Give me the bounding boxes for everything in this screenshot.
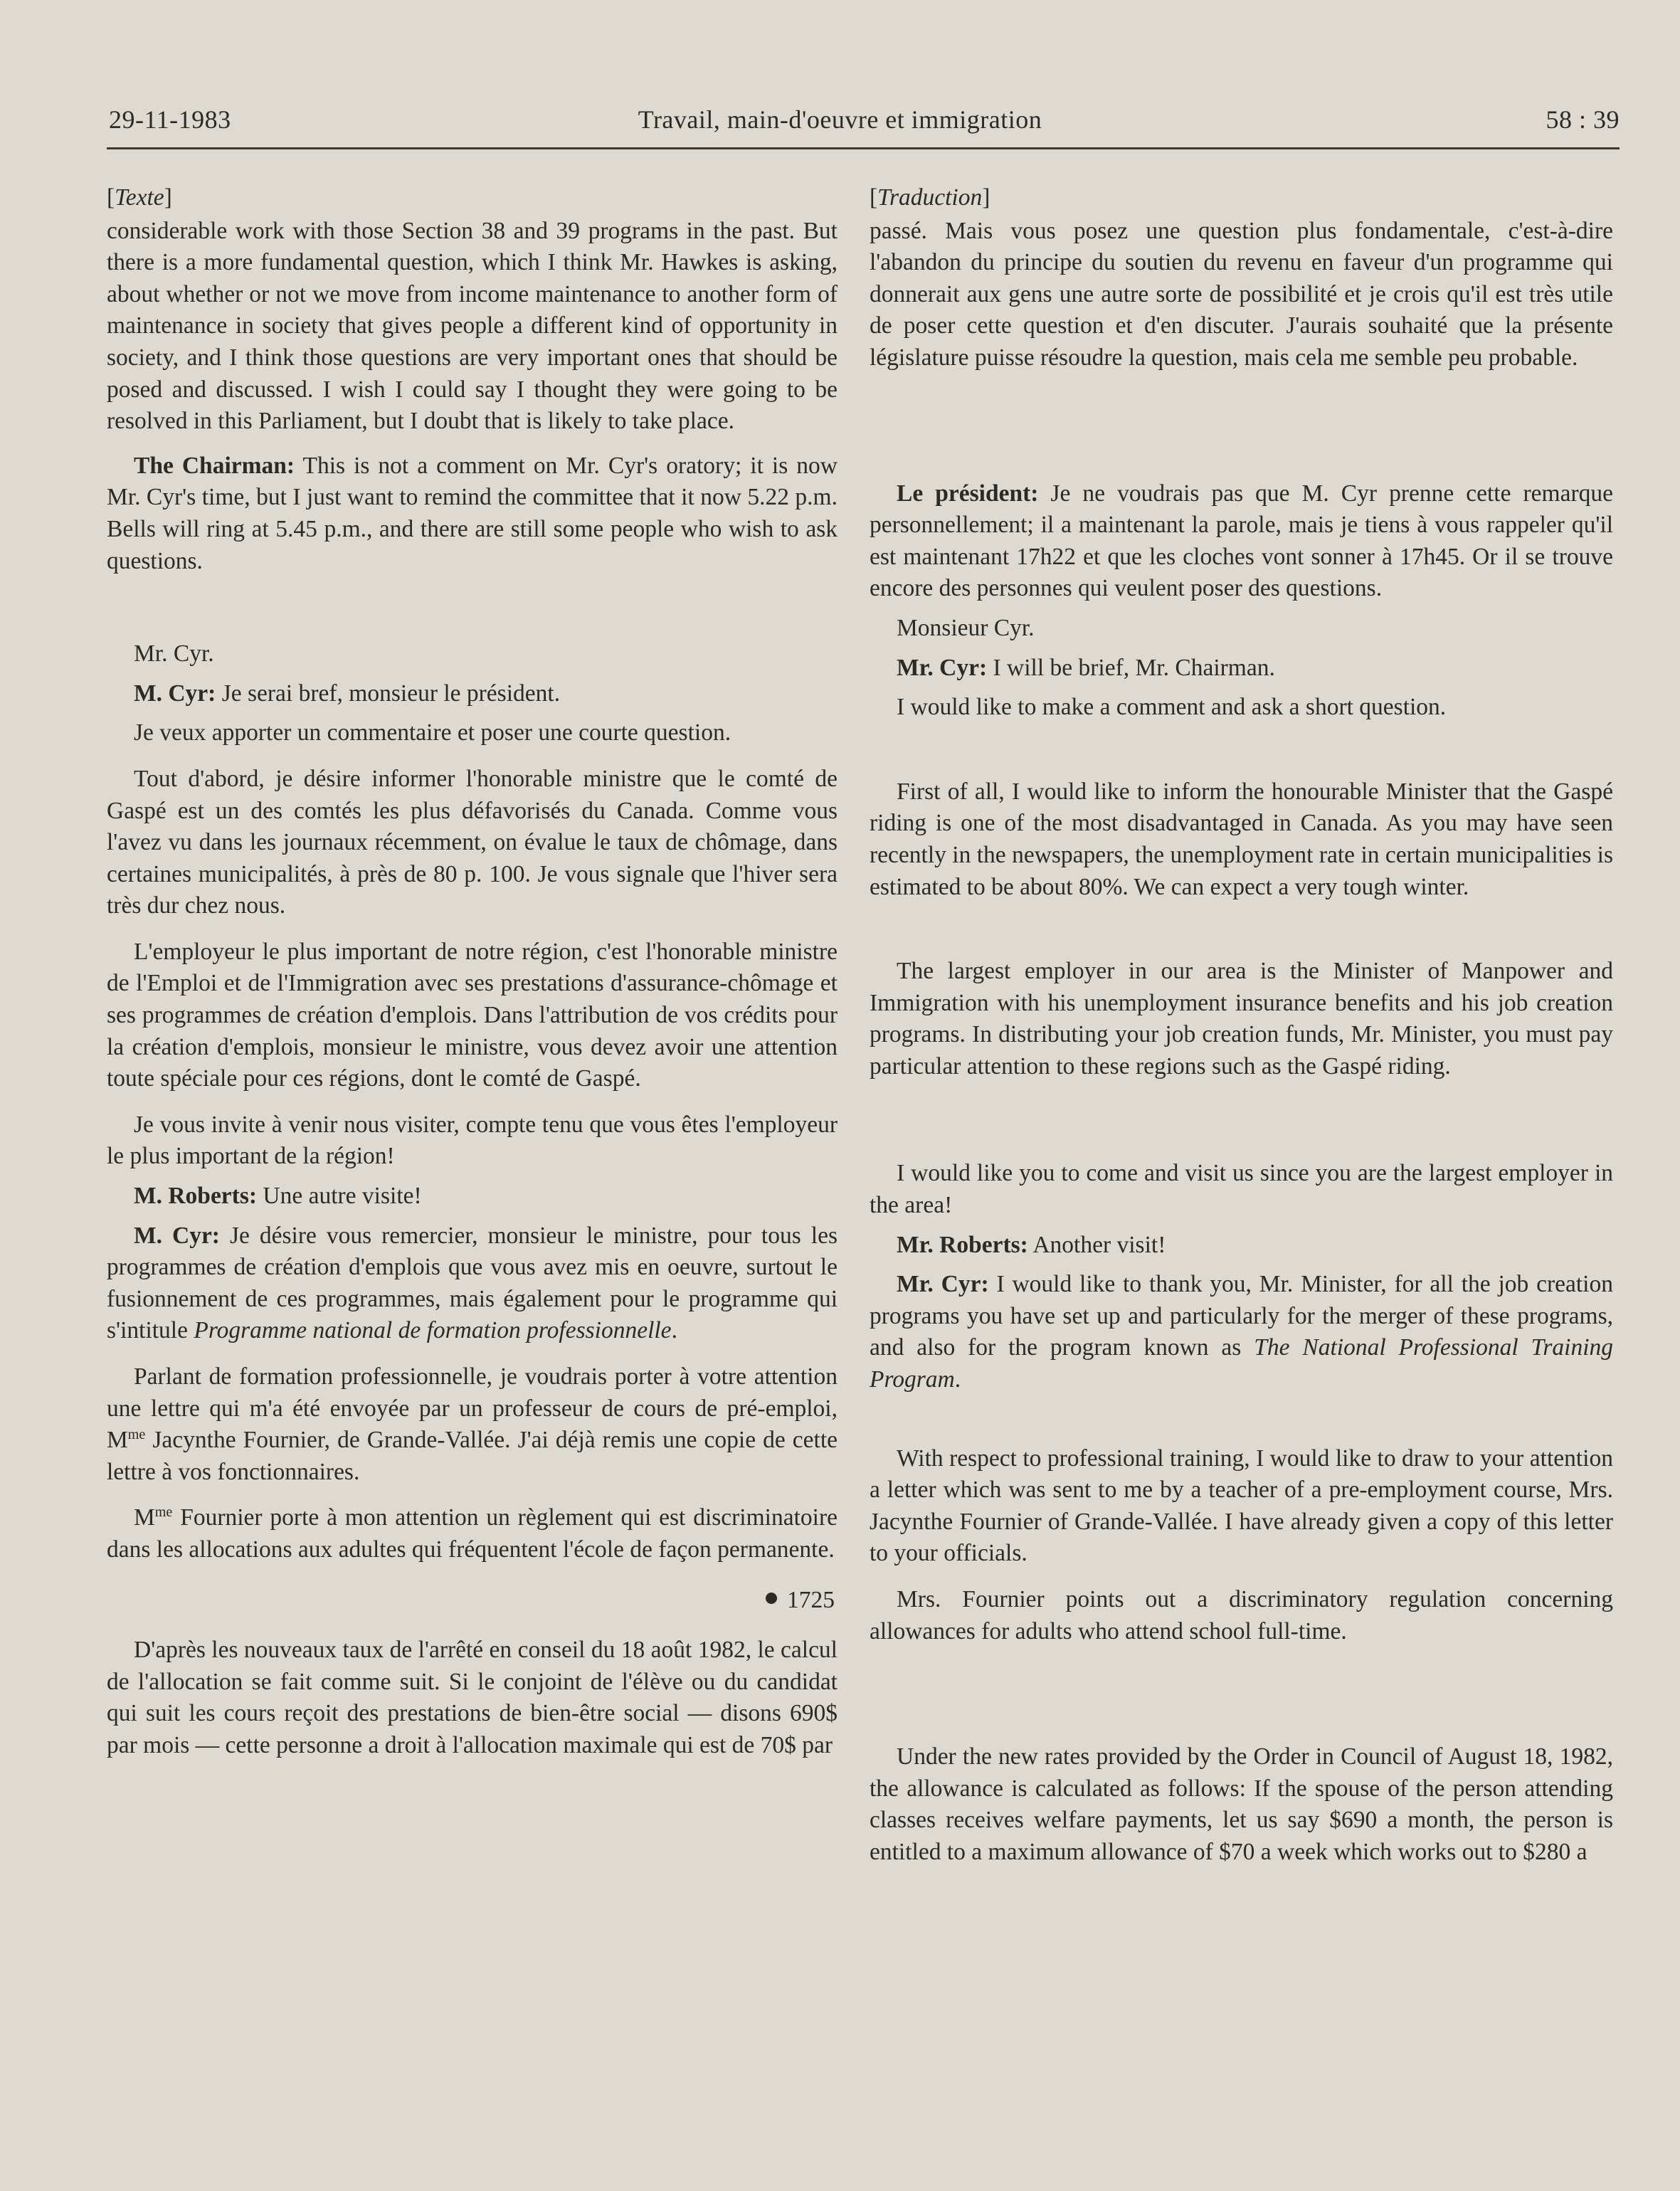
superscript: me <box>127 1427 146 1443</box>
speech-text: This is not a comment on Mr. Cyr's oratory; it is now Mr. Cyr's time, but I just want to remind the committee that it now 5.22 p.m. Bells will ring at 5.45 p.m., and there are still some people who wish to ask questions. <box>107 452 838 574</box>
section-label: [ Traduction ] <box>870 182 1613 214</box>
paragraph: I would like to make a comment and ask a short question. <box>897 694 1447 721</box>
paragraph: Tout d'abord, je désire informer l'honorable ministre que le comté de Gaspé est un des comtés les plus défavorisés du Canada. Comme vous l'avez vu dans les journaux récemment, on évalue le taux de chômage, dans certaines municipalités, à près de 80 p. 100. Je vous signale que l'hiver sera très dur chez nous. <box>107 765 838 919</box>
speech-text: I will be brief, Mr. Chairman. <box>987 654 1275 681</box>
paragraph <box>107 1502 838 1566</box>
text-segment: M <box>134 1504 155 1531</box>
speaker-name: Mr. Cyr: <box>897 654 988 681</box>
speaker-name: Mr. Roberts: <box>897 1231 1028 1258</box>
paragraph: Je veux apporter un commentaire et poser une courte question. <box>134 719 731 746</box>
speaker-paragraph <box>107 450 838 577</box>
text-segment: Parlant de formation professionnelle, je voudrais porter à votre attention une lettre qui m'a été envoyée par un professeur de cours de pré-emploi, M <box>107 1363 838 1454</box>
left-column <box>107 182 838 1762</box>
paragraph: The largest employer in our area is the Minister of Manpower and Immigration with his unemployment insurance benefits and his job creation programs. In distributing your job creation funds, Mr. Minister, you must pay particular attention to these regions such as the Gaspé riding. <box>870 958 1613 1079</box>
paragraph: Je vous invite à venir nous visiter, compte tenu que vous êtes l'employeur le plus important de la région! <box>107 1111 838 1170</box>
header-page-number: 58 : 39 <box>1546 105 1620 134</box>
bullet-icon <box>766 1593 777 1604</box>
speaker-name: Mr. Cyr: <box>897 1271 989 1298</box>
header-title: Travail, main-d'oeuvre et immigration <box>638 105 1042 134</box>
speaker-name: M. Cyr: <box>134 680 216 707</box>
speaker-paragraph <box>870 478 1613 605</box>
speaker-paragraph <box>107 1181 838 1213</box>
punctuation: . <box>671 1317 677 1344</box>
header-rule <box>107 147 1620 149</box>
paragraph: Mrs. Fournier points out a discriminatory regulation concerning allowances for adults who attend school full-time. <box>870 1586 1613 1644</box>
text-segment: Jacynthe Fournier, de Grande-Vallée. J'ai déjà remis une copie de cette lettre à vos fonctionnaires. <box>107 1427 838 1485</box>
punctuation: . <box>954 1366 961 1393</box>
speaker-name: M. Roberts: <box>134 1183 258 1210</box>
speaker-paragraph <box>870 1230 1613 1262</box>
text-segment: Fournier porte à mon attention un règlement qui est discriminatoire dans les allocations aux adultes qui fréquentent l'école de façon permanente. <box>107 1504 838 1563</box>
paragraph: Mr. Cyr. <box>134 640 214 667</box>
speech-text: I would like to thank you, Mr. Minister, for all the job creation programs you have set up and particularly for the merger of these programs, and also for the program known as <box>870 1271 1613 1361</box>
speaker-paragraph <box>870 653 1613 685</box>
speaker-paragraph <box>107 1220 838 1347</box>
speaker-paragraph <box>870 1269 1613 1395</box>
speaker-paragraph <box>107 678 838 710</box>
paragraph: considerable work with those Section 38 and 39 programs in the past. But there is a more fundamental question, which I think Mr. Hawkes is asking, about whether or not we move from income maintenance to another form of maintenance in society that gives people a different kind of opportunity in society, and I think those questions are very important ones that should be posed and discussed. I wish I could say I thought they were going to be resolved in this Parliament, but I doubt that is likely to take place. <box>107 217 838 435</box>
paragraph: First of all, I would like to inform the honourable Minister that the Gaspé riding is one of the most disadvantaged in Canada. As you may have seen recently in the newspapers, the unemployment rate in certain municipalities is estimated to be about 80%. We can expect a very tough winter. <box>870 778 1613 900</box>
speech-text: Another visit! <box>1027 1231 1166 1258</box>
speaker-name: The Chairman: <box>134 452 295 479</box>
paragraph: D'après les nouveaux taux de l'arrêté en conseil du 18 août 1982, le calcul de l'allocation se fait comme suit. Si le conjoint de l'élève ou du candidat qui suit les cours reçoit des prestations de bien-être social — disons 690$ par mois — cette personne a droit à l'allocation maximale qui est de 70$ par <box>107 1637 838 1758</box>
time-marker <box>107 1585 838 1617</box>
paragraph: Under the new rates provided by the Order in Council of August 18, 1982, the allowance is calculated as follows: If the spouse of the person attending classes receives welfare payments, let us say $690 a month, the person is entitled to a maximum allowance of $70 a week which works out to $280 a <box>870 1743 1613 1865</box>
paragraph: L'employeur le plus important de notre région, c'est l'honorable ministre de l'Emploi et de l'Immigration avec ses prestations d'assurance-chômage et ses programmes de création d'emplois. Dans l'attribution de vos crédits pour la création d'emplois, monsieur le ministre, vous devez avoir une attention toute spéciale pour ces régions, dont le comté de Gaspé. <box>107 938 838 1092</box>
speaker-name: M. Cyr: <box>134 1222 220 1249</box>
right-column <box>870 182 1613 1869</box>
time-marker-text: 1725 <box>787 1586 835 1613</box>
speech-text: Je désire vous remercier, monsieur le ministre, pour tous les programmes de création d'emplois que vous avez mis en oeuvre, surtout le fusionnement de ces programmes, mais également pour le programme qui s'intitule <box>107 1222 838 1344</box>
paragraph: Monsieur Cyr. <box>897 614 1035 641</box>
paragraph: passé. Mais vous posez une question plus fondamentale, c'est-à-dire l'abandon du principe du soutien du revenu en faveur d'un programme qui donnerait aux gens une autre sorte de possibilité et je crois qu'il est très utile de poser cette question et d'en discuter. J'aurais souhaité que la présente législature puisse résoudre la question, mais cela me semble peu probable. <box>870 217 1613 371</box>
paragraph <box>107 1361 838 1488</box>
paragraph: I would like you to come and visit us since you are the largest employer in the area! <box>870 1160 1613 1219</box>
speech-text: Une autre visite! <box>257 1183 422 1210</box>
paragraph: With respect to professional training, I would like to draw to your attention a letter which was sent to me by a teacher of a pre-employment course, Mrs. Jacynthe Fournier of Grande-Vallée. I have already given a copy of this letter to your officials. <box>870 1445 1613 1567</box>
section-label: [ Texte ] <box>107 182 838 214</box>
program-title: Programme national de formation professionnelle <box>194 1317 672 1344</box>
speaker-name: Le président: <box>897 480 1039 507</box>
superscript: me <box>154 1504 173 1521</box>
header-date: 29-11-1983 <box>109 105 231 134</box>
speech-text: Je serai bref, monsieur le président. <box>216 680 561 707</box>
speech-text: Je ne voudrais pas que M. Cyr prenne cette remarque personnellement; il a maintenant la parole, mais je tiens à vous rappeler qu'il est maintenant 17h22 et que les cloches vont sonner à 17h45. Or il se trouve encore des personnes qui veulent poser des questions. <box>870 480 1614 602</box>
program-title: The National Professional Training Program <box>870 1334 1613 1393</box>
